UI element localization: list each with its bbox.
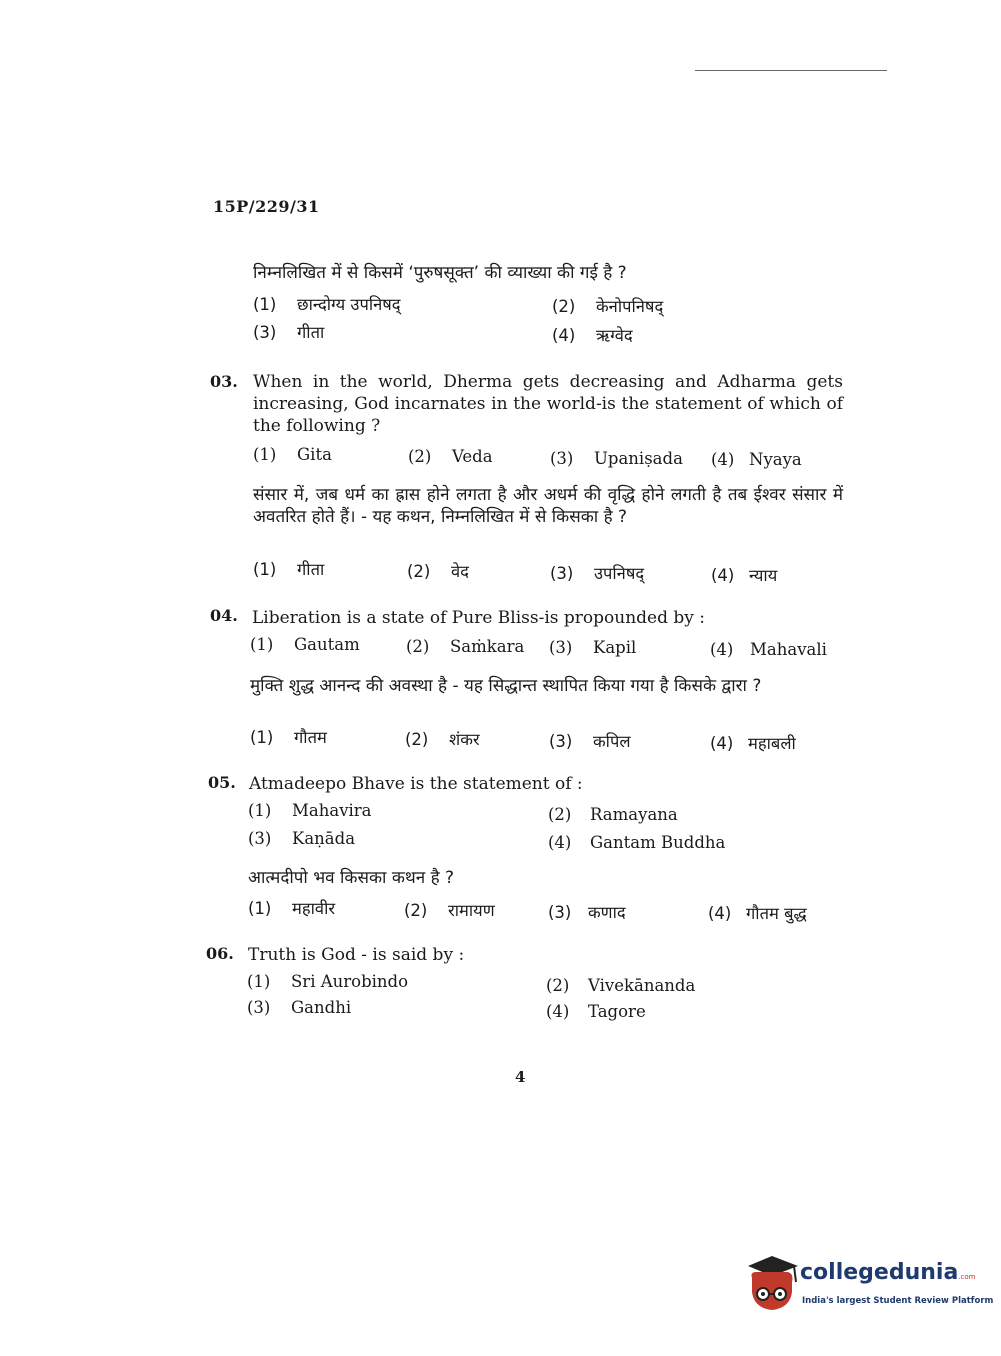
option-number: (1) <box>250 635 274 654</box>
q4-hindi-option-4[interactable] <box>710 731 796 754</box>
q3-hindi-option-4[interactable] <box>711 563 777 586</box>
q4-hindi-option-2[interactable] <box>405 727 480 750</box>
option-number: (4) <box>711 450 735 469</box>
option-text: Mahavira <box>292 801 372 820</box>
option-number: (4) <box>710 640 734 659</box>
option-number: (4) <box>710 734 734 753</box>
q4-number: 04. <box>210 606 238 625</box>
q2-hindi-option-3[interactable] <box>253 320 324 343</box>
option-number: (3) <box>550 449 574 468</box>
q5-hindi-option-2[interactable] <box>404 898 495 921</box>
q6-option-3[interactable] <box>247 998 351 1017</box>
option-text: Gautam <box>294 635 360 654</box>
q3-number: 03. <box>210 372 238 391</box>
option-text: गौतम <box>294 728 327 747</box>
option-number: (3) <box>253 323 277 342</box>
option-text: ऋग्वेद <box>596 326 633 345</box>
q3-option-2[interactable] <box>408 447 493 466</box>
option-number: (2) <box>404 901 428 920</box>
option-text: शंकर <box>449 730 480 749</box>
option-number: (3) <box>550 564 574 583</box>
q4-option-3[interactable] <box>549 638 636 657</box>
q6-option-4[interactable] <box>546 1002 646 1021</box>
option-text: Kaṇāda <box>292 829 356 848</box>
header-rule <box>695 70 887 71</box>
option-text: Saṁkara <box>450 637 525 656</box>
option-text: Gita <box>297 445 332 464</box>
option-number: (2) <box>407 562 431 581</box>
option-number: (1) <box>247 972 271 991</box>
option-text: Gandhi <box>291 998 352 1017</box>
option-text: Vivekānanda <box>588 976 696 995</box>
option-number: (1) <box>253 445 277 464</box>
q4-option-4[interactable] <box>710 640 827 659</box>
q6-text: Truth is God - is said by : <box>248 945 465 965</box>
q2-hindi-text: निम्नलिखित में से किसमें ‘पुरुषसूक्त’ की व्याख्या की गई है ? <box>253 263 627 283</box>
option-text: छान्दोग्य उपनिषद् <box>297 295 401 314</box>
q6-number: 06. <box>206 944 234 963</box>
option-number: (3) <box>248 829 272 848</box>
q2-hindi-option-4[interactable] <box>552 323 633 346</box>
q5-option-4[interactable] <box>548 833 725 852</box>
option-text: कपिल <box>593 732 631 751</box>
option-number: (2) <box>406 637 430 656</box>
q5-option-2[interactable] <box>548 805 678 824</box>
q5-option-3[interactable] <box>248 829 355 848</box>
option-number: (2) <box>552 297 576 316</box>
option-number: (1) <box>253 560 277 579</box>
option-number: (3) <box>549 638 573 657</box>
option-number: (4) <box>548 833 572 852</box>
option-text: Mahavali <box>750 640 827 659</box>
option-number: (1) <box>248 801 272 820</box>
option-text: गीता <box>297 323 325 342</box>
option-text: उपनिषद् <box>594 564 645 583</box>
q3-option-4[interactable] <box>711 450 802 469</box>
option-text: गीता <box>297 560 325 579</box>
q3-hindi-text: संसार में, जब धर्म का ह्रास होने लगता है और अधर्म की वृद्धि होने लगती है तब ईश्वर संसार में अवतरित होते हैं। - यह कथन, निम्नलिखित में से किसका है ? <box>253 485 843 527</box>
option-text: Sri Aurobindo <box>291 972 409 991</box>
q3-hindi-option-2[interactable] <box>407 559 469 582</box>
q3-hindi-option-3[interactable] <box>550 561 644 584</box>
q5-hindi-text: आत्मदीपो भव किसका कथन है ? <box>248 868 455 888</box>
option-number: (3) <box>548 903 572 922</box>
option-number: (2) <box>548 805 572 824</box>
option-text: Gantam Buddha <box>590 833 726 852</box>
option-text: महावीर <box>292 899 336 918</box>
brand-text: collegedunia <box>800 1260 959 1285</box>
option-number: (3) <box>549 732 573 751</box>
q6-option-2[interactable] <box>546 976 695 995</box>
paper-code: 15P/229/31 <box>213 197 320 216</box>
option-number: (3) <box>247 998 271 1017</box>
q5-text: Atmadeepo Bhave is the statement of : <box>249 774 583 794</box>
q5-hindi-option-1[interactable] <box>248 896 335 919</box>
mascot-icon <box>742 1252 804 1322</box>
q4-hindi-text: मुक्ति शुद्ध आनन्द की अवस्था है - यह सिद्धान्त स्थापित किया गया है किसके द्वारा ? <box>250 676 762 696</box>
collegedunia-logo[interactable] <box>742 1252 994 1322</box>
brand-tagline: India's largest Student Review Platform <box>802 1296 994 1306</box>
option-text: केनोपनिषद् <box>596 297 664 316</box>
page-number: 4 <box>515 1068 526 1086</box>
q4-option-2[interactable] <box>406 637 524 656</box>
option-number: (4) <box>552 326 576 345</box>
option-number: (2) <box>405 730 429 749</box>
q5-option-1[interactable] <box>248 801 372 820</box>
option-number: (4) <box>708 904 732 923</box>
q3-option-3[interactable] <box>550 449 683 468</box>
option-number: (1) <box>250 728 274 747</box>
option-text: Nyaya <box>749 450 802 469</box>
q5-number: 05. <box>208 773 236 792</box>
q6-option-1[interactable] <box>247 972 408 991</box>
q4-option-1[interactable] <box>250 635 360 654</box>
option-text: Tagore <box>588 1002 646 1021</box>
q4-text: Liberation is a state of Pure Bliss-is propounded by : <box>252 608 706 628</box>
option-number: (1) <box>248 899 272 918</box>
q2-hindi-option-1[interactable] <box>253 292 401 315</box>
option-text: गौतम बुद्ध <box>746 904 807 923</box>
option-number: (4) <box>546 1002 570 1021</box>
q2-hindi-option-2[interactable] <box>552 294 663 317</box>
q4-hindi-option-1[interactable] <box>250 725 327 748</box>
option-text: वेद <box>451 562 469 581</box>
option-number: (2) <box>408 447 432 466</box>
brand-name <box>800 1260 975 1285</box>
q5-hindi-option-3[interactable] <box>548 900 626 923</box>
option-text: Kapil <box>593 638 637 657</box>
option-number: (2) <box>546 976 570 995</box>
option-text: महाबली <box>748 734 796 753</box>
option-text: Upaniṣada <box>594 449 683 468</box>
option-number: (1) <box>253 295 277 314</box>
q4-hindi-option-3[interactable] <box>549 729 631 752</box>
q5-hindi-option-4[interactable] <box>708 901 807 924</box>
option-text: रामायण <box>448 901 495 920</box>
q3-hindi-option-1[interactable] <box>253 557 324 580</box>
option-text: न्याय <box>749 566 778 585</box>
option-text: Ramayana <box>590 805 678 824</box>
option-number: (4) <box>711 566 735 585</box>
brand-suffix: .com <box>958 1273 976 1281</box>
q3-option-1[interactable] <box>253 445 332 464</box>
option-text: कणाद <box>588 903 626 922</box>
q3-text: When in the world, Dherma gets decreasing and Adharma gets increasing, God incarnates in the world-is the statement of which of the following ? <box>253 372 843 436</box>
option-text: Veda <box>452 447 493 466</box>
